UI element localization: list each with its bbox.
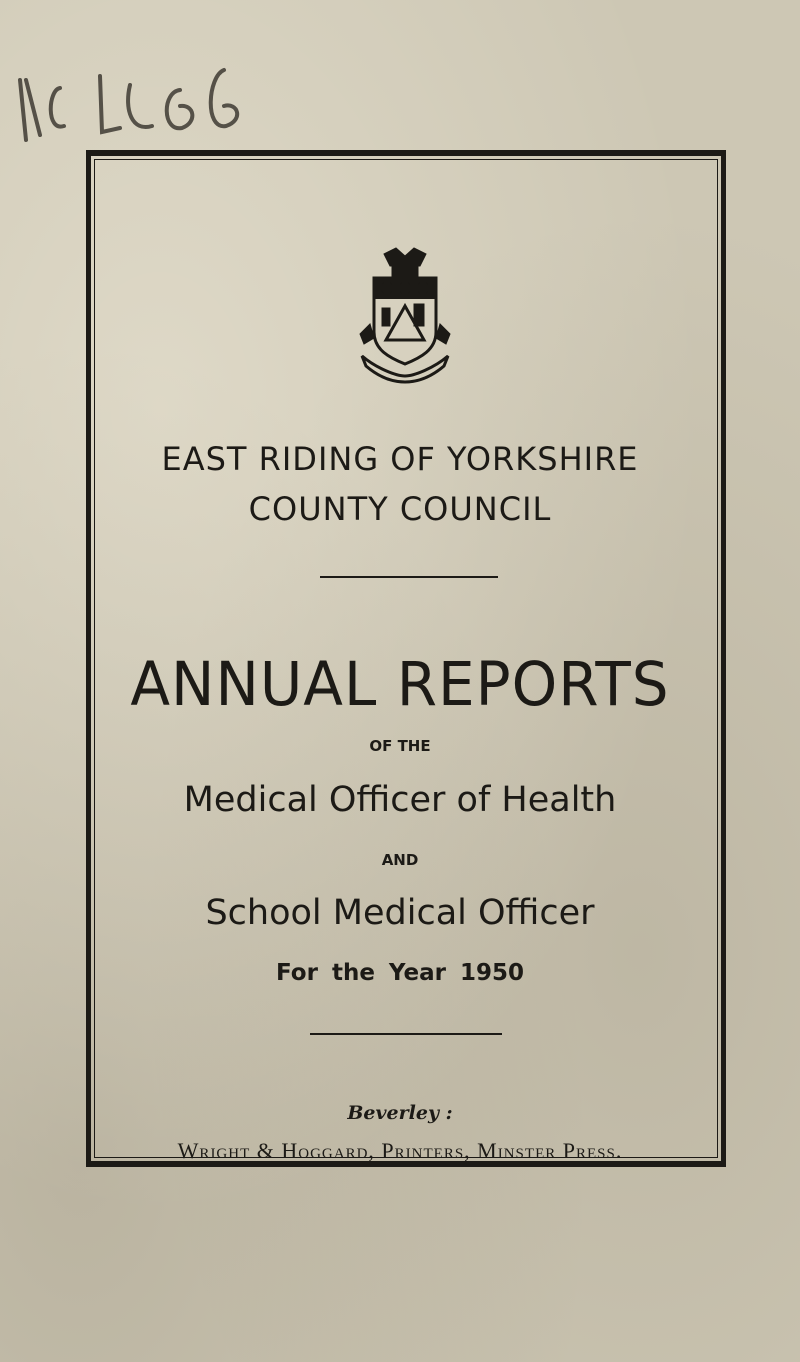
of-the-label: OF THE (369, 737, 431, 755)
coat-of-arms-icon (356, 244, 454, 384)
imprint-printer: Wright & Hoggard, Printers, Minster Press. (177, 1138, 623, 1163)
divider-top (320, 576, 498, 578)
and-label: AND (381, 851, 419, 869)
report-year: For the Year 1950 (276, 960, 524, 986)
divider-bottom (310, 1033, 502, 1035)
officer-title-health: Medical Officer of Health (183, 780, 617, 820)
handwritten-mark (12, 40, 272, 150)
council-name-line2: COUNTY COUNCIL (248, 490, 552, 528)
imprint-place: Beverley : (347, 1102, 453, 1124)
report-title: ANNUAL REPORTS (130, 648, 670, 720)
council-name-line1: EAST RIDING OF YORKSHIRE (161, 440, 639, 478)
officer-title-school: School Medical Officer (205, 893, 595, 933)
